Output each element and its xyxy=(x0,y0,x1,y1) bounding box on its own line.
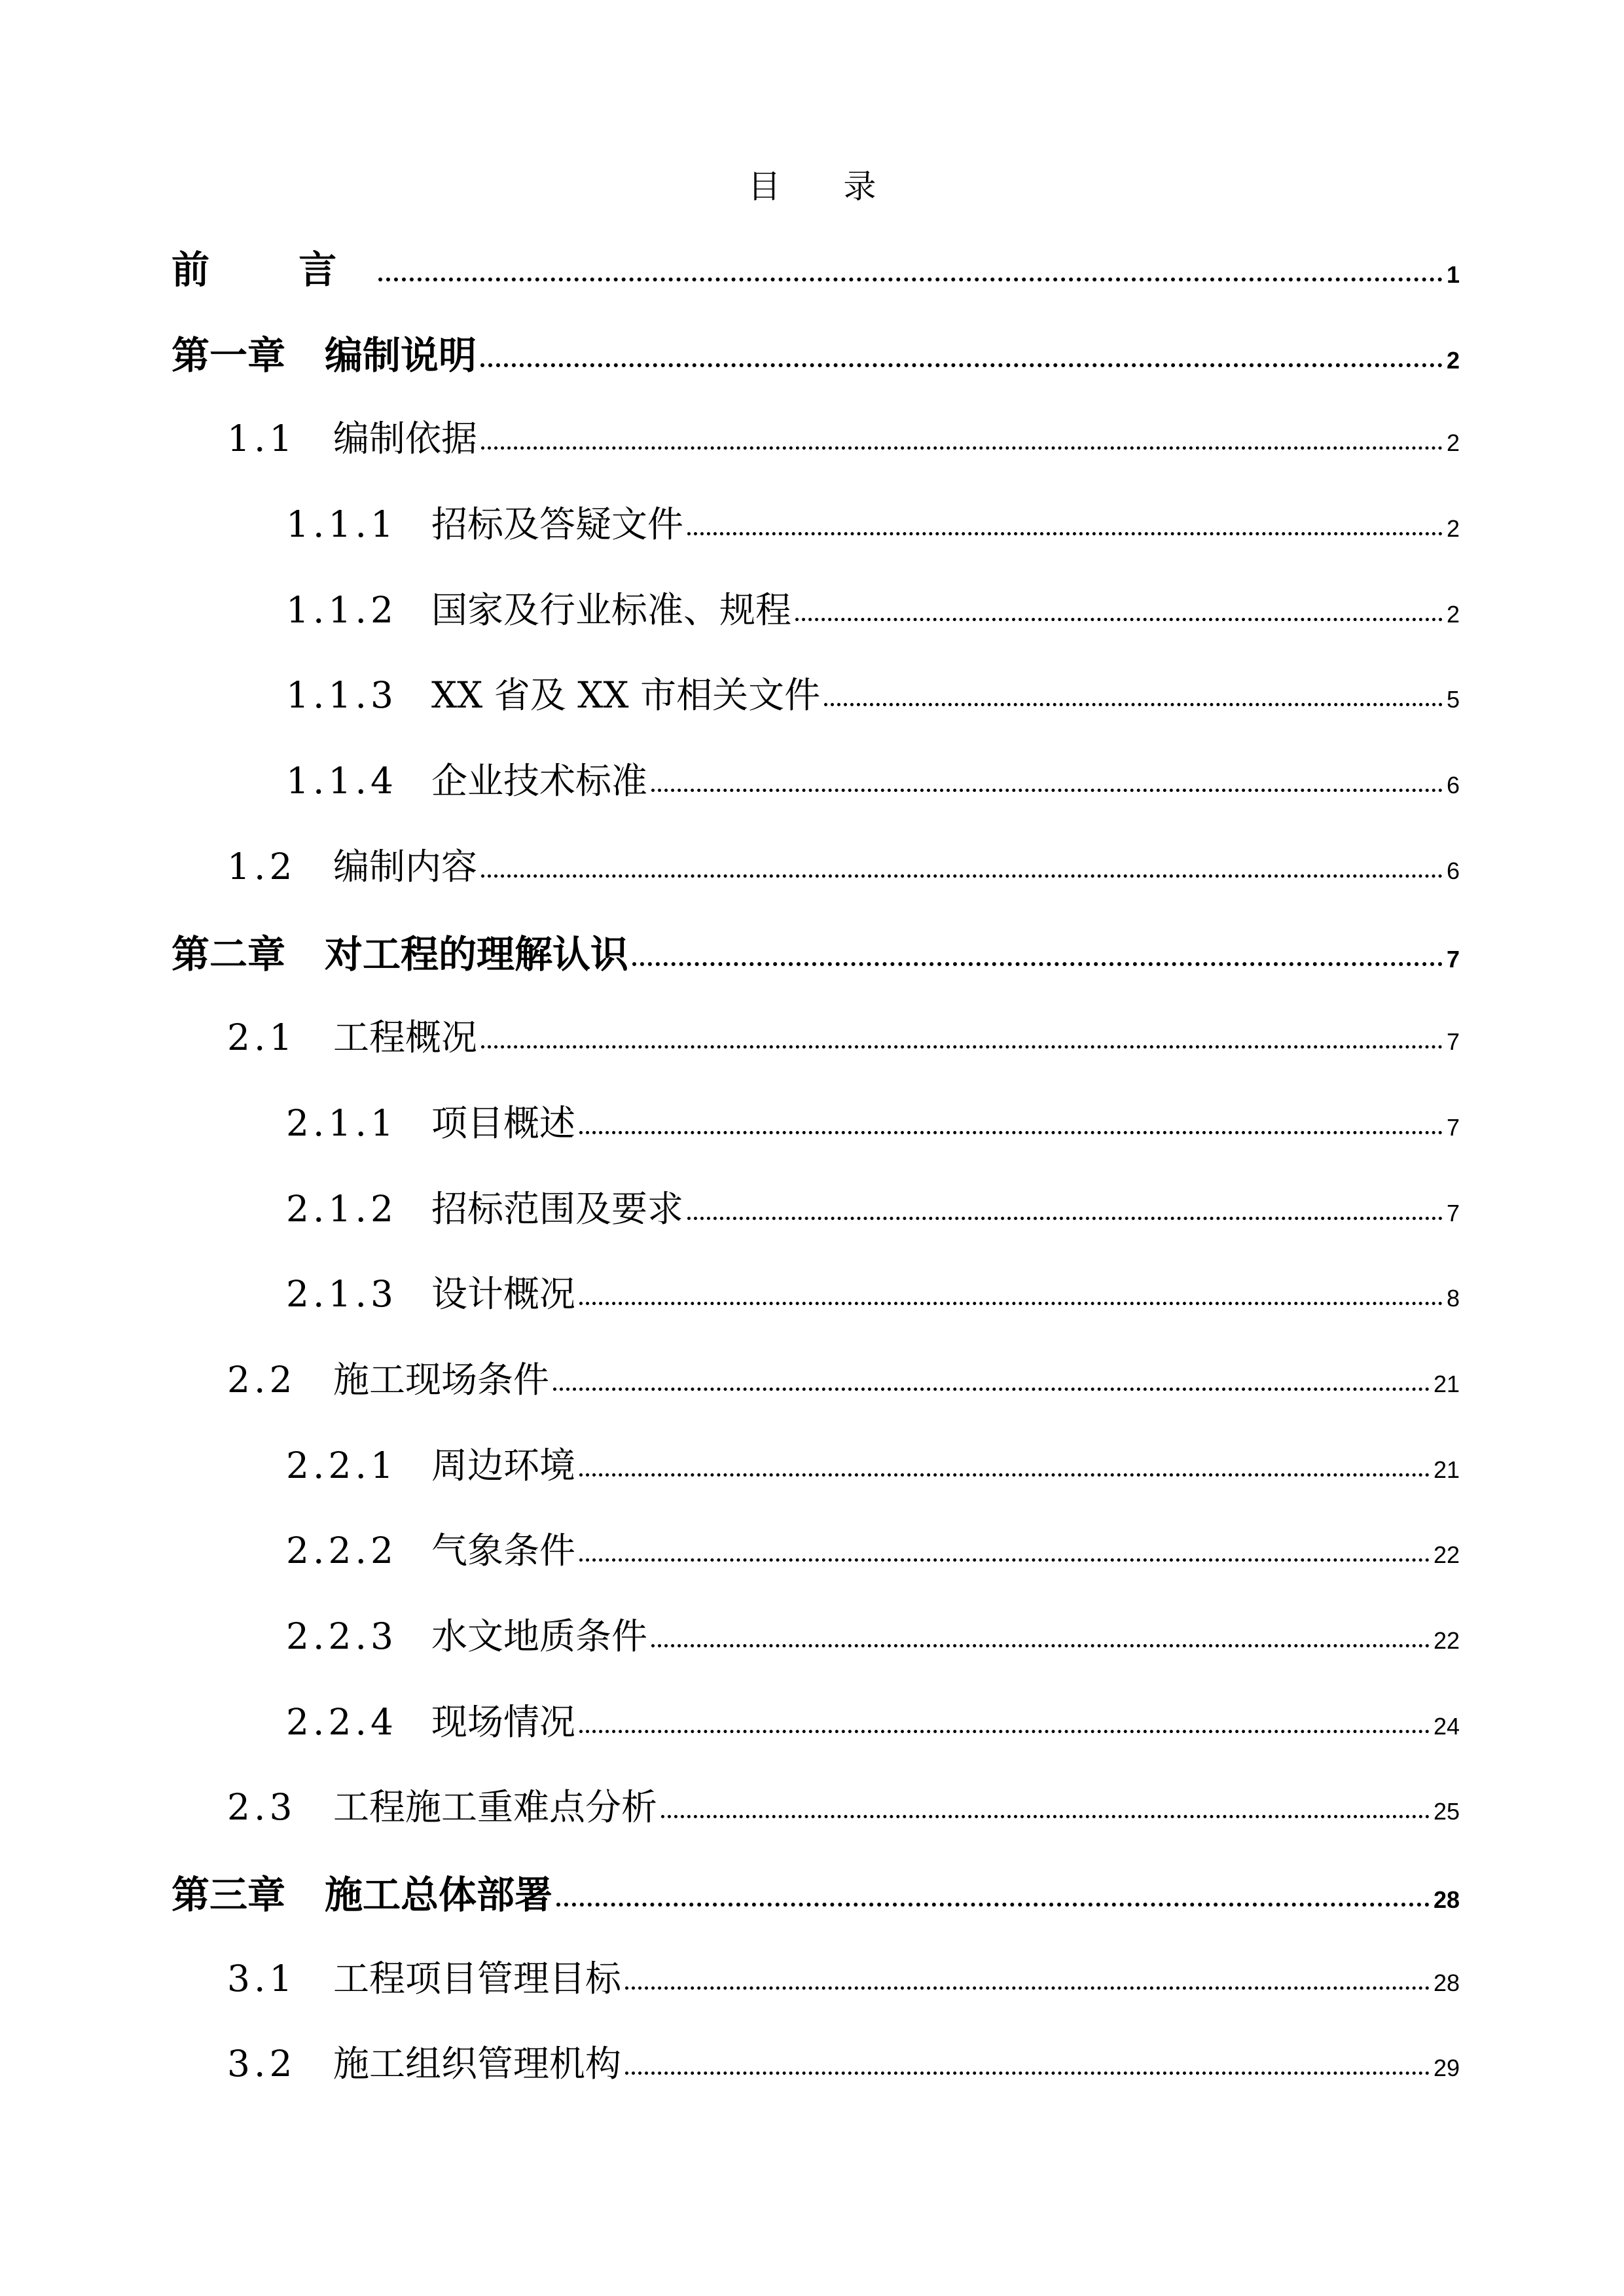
toc-page-number: 2 xyxy=(1446,600,1460,628)
toc-entry-title: 项目概述 xyxy=(431,1102,576,1144)
toc-page-number: 24 xyxy=(1433,1712,1460,1740)
toc-chapter-entry[interactable] xyxy=(171,239,1460,325)
toc-dot-leader xyxy=(481,1045,1443,1049)
toc-chapter-entry[interactable] xyxy=(171,325,1460,410)
toc-entry-title: 工程概况 xyxy=(333,1016,478,1059)
toc-dot-leader xyxy=(661,1815,1430,1818)
toc-page-number: 2 xyxy=(1446,429,1460,457)
toc-entry-number: 3.2 xyxy=(227,2043,297,2085)
toc-page-number: 21 xyxy=(1433,1456,1460,1483)
toc-dot-leader xyxy=(378,278,1443,281)
toc-dot-leader xyxy=(480,363,1443,367)
toc-entry-number: 2.2.4 xyxy=(286,1700,397,1743)
toc-subsection-entry[interactable] xyxy=(171,1607,1460,1693)
toc-dot-leader xyxy=(556,1903,1430,1907)
toc-entry-number: 第三章 xyxy=(171,1873,286,1918)
toc-page-number: 22 xyxy=(1433,1541,1460,1569)
toc-subsection-entry[interactable] xyxy=(171,666,1460,752)
toc-entry-title: 工程施工重难点分析 xyxy=(333,1786,658,1829)
toc-entry-title: 施工总体部署 xyxy=(325,1873,553,1918)
toc-dot-leader xyxy=(579,1730,1430,1733)
toc-dot-leader xyxy=(553,1388,1430,1391)
toc-subsection-entry[interactable] xyxy=(171,1265,1460,1351)
toc-entry-title: 编制内容 xyxy=(333,845,478,888)
toc-section-entry[interactable] xyxy=(171,2035,1460,2121)
toc-page-number: 29 xyxy=(1433,2054,1460,2082)
toc-dot-leader xyxy=(687,1217,1443,1220)
toc-entry-number: 2.2 xyxy=(227,1358,297,1401)
toc-entry-title: 招标范围及要求 xyxy=(431,1187,684,1230)
toc-dot-leader xyxy=(481,874,1443,878)
toc-entry-number: 2.2.3 xyxy=(286,1615,397,1657)
toc-subsection-entry[interactable] xyxy=(171,581,1460,667)
toc-dot-leader xyxy=(625,1986,1430,1990)
toc-page-number: 28 xyxy=(1433,1969,1460,1996)
toc-page-number: 2 xyxy=(1446,515,1460,543)
toc-dot-leader xyxy=(795,618,1443,621)
toc-entry-title: 气象条件 xyxy=(431,1530,576,1572)
toc-entry-number: 2.1.2 xyxy=(286,1187,397,1230)
toc-entry-number: 2.1 xyxy=(227,1016,297,1059)
toc-entry-title: 施工现场条件 xyxy=(333,1358,550,1401)
toc-page-number: 5 xyxy=(1446,686,1460,713)
toc-page-number: 7 xyxy=(1446,1113,1460,1141)
toc-page-number: 6 xyxy=(1446,857,1460,884)
toc-subsection-entry[interactable] xyxy=(171,495,1460,581)
toc-entry-number: 1.1.1 xyxy=(286,503,397,546)
toc-entry-title: 设计概况 xyxy=(431,1273,576,1316)
toc-chapter-entry[interactable] xyxy=(171,924,1460,1009)
toc-entry-number: 3.1 xyxy=(227,1957,297,2000)
toc-page-number: 8 xyxy=(1446,1285,1460,1312)
toc-dot-leader xyxy=(579,1302,1443,1305)
toc-dot-leader xyxy=(625,2072,1430,2075)
toc-subsection-entry[interactable] xyxy=(171,1437,1460,1522)
toc-dot-leader xyxy=(651,789,1443,792)
toc-entry-number: 2.2.1 xyxy=(286,1444,397,1486)
toc-entry-title: 施工组织管理机构 xyxy=(333,2043,622,2085)
toc-entry-title: 对工程的理解认识 xyxy=(325,931,629,977)
toc-section-entry[interactable] xyxy=(171,1950,1460,2036)
toc-section-entry[interactable] xyxy=(171,838,1460,924)
toc-entry-number: 第一章 xyxy=(171,332,286,378)
toc-entry-title: 编制依据 xyxy=(333,418,478,460)
table-of-contents xyxy=(171,239,1460,2121)
toc-entry-number: 2.2.2 xyxy=(286,1530,397,1572)
toc-subsection-entry[interactable] xyxy=(171,1693,1460,1779)
toc-section-entry[interactable] xyxy=(171,1351,1460,1437)
toc-page-number: 22 xyxy=(1433,1627,1460,1654)
toc-entry-title: XX 省及 XX 市相关文件 xyxy=(431,674,821,717)
toc-entry-number: 1.1 xyxy=(227,418,297,460)
toc-entry-title: 周边环境 xyxy=(431,1444,576,1486)
toc-dot-leader xyxy=(481,446,1443,450)
toc-entry-title: 水文地质条件 xyxy=(431,1615,648,1657)
toc-subsection-entry[interactable] xyxy=(171,1180,1460,1266)
toc-entry-title: 工程项目管理目标 xyxy=(333,1957,622,2000)
toc-page-number: 7 xyxy=(1446,1199,1460,1227)
toc-dot-leader xyxy=(632,962,1443,966)
toc-page-number: 25 xyxy=(1433,1798,1460,1825)
toc-entry-number: 2.1.3 xyxy=(286,1273,397,1316)
toc-dot-leader xyxy=(579,1131,1443,1134)
toc-page-number: 7 xyxy=(1446,1028,1460,1056)
toc-chapter-entry[interactable] xyxy=(171,1864,1460,1950)
toc-dot-leader xyxy=(579,1473,1430,1477)
toc-page-number: 21 xyxy=(1433,1370,1460,1397)
toc-entry-number: 1.1.2 xyxy=(286,588,397,631)
toc-entry-number: 2.3 xyxy=(227,1786,297,1829)
toc-entry-title: 现场情况 xyxy=(431,1700,576,1743)
toc-entry-title: 前 言 xyxy=(171,247,375,292)
toc-page-number: 28 xyxy=(1433,1886,1460,1914)
toc-entry-title: 企业技术标准 xyxy=(431,760,648,802)
toc-page-number: 1 xyxy=(1446,261,1460,288)
toc-subsection-entry[interactable] xyxy=(171,752,1460,838)
toc-entry-number: 1.1.4 xyxy=(286,760,397,802)
toc-dot-leader xyxy=(579,1558,1430,1562)
toc-dot-leader xyxy=(651,1644,1430,1647)
toc-dot-leader xyxy=(687,532,1443,535)
toc-entry-title: 编制说明 xyxy=(325,332,477,378)
toc-entry-number: 1.2 xyxy=(227,845,297,888)
toc-page-number: 7 xyxy=(1446,945,1460,973)
toc-dot-leader xyxy=(824,703,1443,706)
toc-entry-number: 1.1.3 xyxy=(286,674,397,717)
toc-subsection-entry[interactable] xyxy=(171,1094,1460,1180)
page-title: 目 录 xyxy=(748,168,903,206)
toc-section-entry[interactable] xyxy=(171,410,1460,495)
toc-section-entry[interactable] xyxy=(171,1778,1460,1864)
toc-subsection-entry[interactable] xyxy=(171,1522,1460,1607)
toc-entry-title: 招标及答疑文件 xyxy=(431,503,684,546)
toc-section-entry[interactable] xyxy=(171,1009,1460,1094)
toc-entry-title: 国家及行业标准、规程 xyxy=(431,588,792,631)
toc-entry-number: 2.1.1 xyxy=(286,1102,397,1144)
toc-page-number: 6 xyxy=(1446,772,1460,799)
toc-entry-number: 第二章 xyxy=(171,931,286,977)
toc-page-number: 2 xyxy=(1446,346,1460,374)
